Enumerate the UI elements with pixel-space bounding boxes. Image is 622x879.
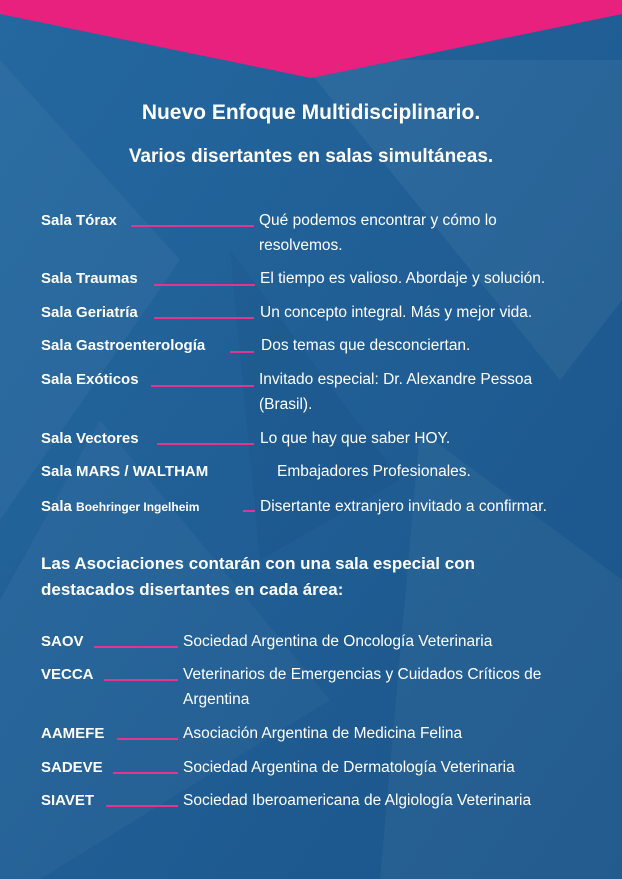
sala-label: Sala Vectores [41, 430, 139, 447]
connector-line [230, 351, 254, 353]
connector-line [113, 772, 178, 774]
connector-line [157, 443, 254, 445]
sala-description: Invitado especial: Dr. Alexandre Pessoa (Brasil). [259, 371, 533, 413]
associations-heading: Las Asociaciones contarán con una sala especial con destacados disertantes en cada área: [41, 554, 475, 599]
connector-line [243, 510, 255, 512]
connector-line [151, 385, 254, 387]
association-label: SAOV [41, 633, 84, 650]
association-label: SADEVE [41, 759, 103, 776]
sala-description: Dos temas que desconciertan. [261, 337, 471, 354]
sala-label: Sala Geriatría [41, 304, 138, 321]
connector-line [94, 646, 178, 648]
sala-label: Sala Tórax [41, 212, 117, 229]
sala-description: Un concepto integral. Más y mejor vida. [260, 304, 533, 321]
association-label: VECCA [41, 666, 94, 683]
association-description: Veterinarios de Emergencias y Cuidados Críticos de Argentina [183, 666, 542, 708]
page-title: Nuevo Enfoque Multidisciplinario. [141, 101, 481, 124]
page-subtitle: Varios disertantes en salas simultáneas. [128, 146, 494, 167]
sala-description: Disertante extranjero invitado a confirmar. [260, 498, 547, 515]
sala-description: El tiempo es valioso. Abordaje y solución. [260, 270, 546, 287]
connector-line [104, 679, 178, 681]
association-label: AAMEFE [41, 725, 105, 742]
sala-label: Sala MARS / WALTHAM [41, 463, 209, 480]
connector-line [106, 805, 178, 807]
connector-line [154, 317, 254, 319]
sala-description: Lo que hay que saber HOY. [260, 430, 451, 447]
association-description: Sociedad Argentina de Dermatología Veterinaria [183, 759, 515, 776]
sala-description: Qué podemos encontrar y cómo lo resolvemos. [259, 212, 497, 254]
sala-description: Embajadores Profesionales. [277, 463, 471, 480]
sala-label: Sala Exóticos [41, 371, 139, 388]
sala-label: Sala Gastroenterología [41, 337, 206, 354]
association-description: Sociedad Iberoamericana de Algiología Veterinaria [183, 792, 532, 809]
association-description: Sociedad Argentina de Oncología Veterinaria [183, 633, 493, 650]
sala-label: Sala Boehringer Ingelheim [41, 498, 200, 515]
association-label: SIAVET [41, 792, 95, 809]
association-description: Asociación Argentina de Medicina Felina [183, 725, 463, 742]
connector-line [154, 284, 255, 286]
connector-line [117, 738, 178, 740]
sala-label: Sala Traumas [41, 270, 138, 287]
connector-line [131, 225, 254, 227]
